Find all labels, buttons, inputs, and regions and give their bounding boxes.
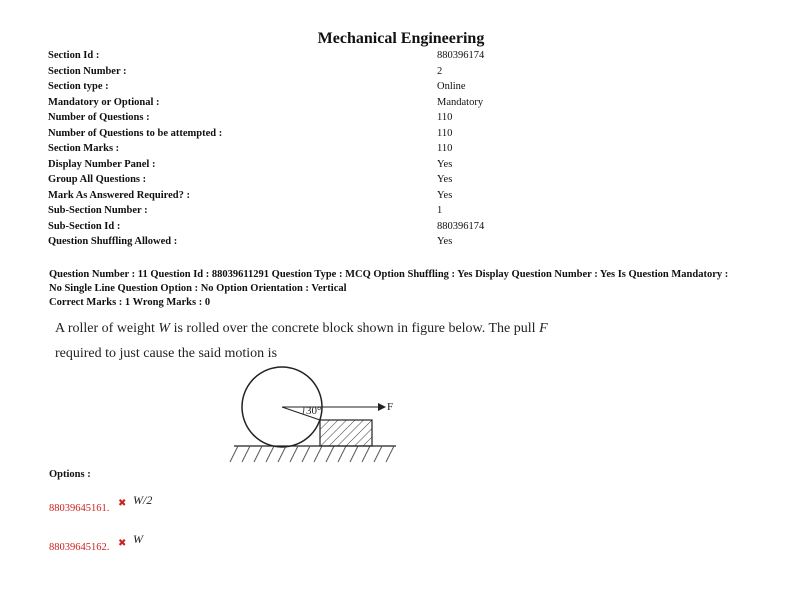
variable-f: F — [539, 321, 548, 336]
info-row-question-shuffling — [48, 236, 548, 251]
angle-arc — [303, 407, 304, 414]
info-label: Mark As Answered Required? : — [48, 189, 190, 201]
option-text: W/2 — [133, 493, 153, 507]
force-label: F — [387, 401, 394, 413]
info-label: Display Number Panel : — [48, 158, 156, 170]
options-label: Options : — [49, 469, 91, 480]
question-meta-line: Question Number : 11 Question Id : 88039611291 Question Type : MCQ Option Shuffling : Yes Display Question Number : Yes Is Question Mandatory : No Single Line Question Option : No Option Orientation : Vertical — [49, 269, 729, 294]
question-marks-line: Correct Marks : 1 Wrong Marks : 0 — [49, 297, 211, 308]
info-row-sub-section-id — [48, 221, 548, 236]
question-text-segment: is rolled over the concrete block shown in figure below. The pull — [170, 321, 540, 336]
info-label: Section Number : — [48, 65, 127, 77]
info-value: 110 — [437, 143, 453, 154]
option-id: 88039645161. — [49, 503, 110, 514]
question-text — [55, 316, 655, 366]
info-row-section-marks — [48, 143, 548, 158]
variable-w: W — [158, 321, 171, 336]
info-label: Section Marks : — [48, 143, 120, 154]
info-label: Question Shuffling Allowed : — [48, 236, 178, 247]
info-label: Section type : — [48, 81, 109, 92]
info-row-section-number — [48, 66, 548, 81]
info-value: Yes — [437, 189, 453, 201]
info-value: 880396174 — [437, 50, 485, 61]
question-text-line-1 — [55, 316, 655, 341]
info-label: Group All Questions : — [48, 174, 147, 185]
info-value: Yes — [437, 158, 453, 170]
info-row-group-all-questions — [48, 174, 548, 189]
info-label: Number of Questions to be attempted : — [48, 127, 223, 139]
info-value: 110 — [437, 112, 453, 123]
question-text-line-2: required to just cause the said motion is — [55, 346, 278, 361]
info-label: Mandatory or Optional : — [48, 96, 160, 108]
option-id: 88039645162. — [49, 542, 110, 553]
info-value: 110 — [437, 127, 453, 139]
info-row-section-id — [48, 50, 548, 65]
info-value: 880396174 — [437, 220, 485, 232]
question-meta — [49, 268, 739, 310]
info-row-section-type — [48, 81, 548, 96]
option-text: W — [133, 532, 143, 546]
info-value: Yes — [437, 174, 453, 185]
option-2[interactable] — [49, 532, 349, 557]
info-label: Sub-Section Number : — [48, 205, 148, 216]
page-title: Mechanical Engineering — [317, 30, 485, 47]
info-value: Yes — [437, 236, 453, 247]
wrong-mark-icon: ✖ — [118, 498, 127, 509]
option-1[interactable] — [49, 493, 349, 517]
info-value: 1 — [437, 205, 443, 216]
question-text-segment: A roller of weight — [55, 321, 159, 336]
info-row-number-of-questions — [48, 112, 548, 127]
info-value: Online — [437, 81, 466, 92]
info-label: Number of Questions : — [48, 112, 150, 123]
ground-hatch — [230, 446, 394, 462]
wrong-mark-icon: ✖ — [118, 538, 127, 549]
info-label: Sub-Section Id : — [48, 220, 121, 232]
info-row-display-number-panel — [48, 159, 548, 174]
concrete-block — [320, 420, 372, 446]
angle-label: 30° — [306, 405, 322, 417]
info-row-questions-attempted — [48, 128, 548, 143]
roller-block-figure — [226, 362, 406, 466]
info-value: 2 — [437, 65, 443, 77]
pull-arrowhead — [378, 403, 386, 411]
info-label: Section Id : — [48, 50, 100, 61]
info-row-sub-section-number — [48, 205, 548, 220]
info-value: Mandatory — [437, 96, 484, 108]
info-row-mark-as-answered — [48, 190, 548, 205]
info-row-mandatory — [48, 97, 548, 112]
